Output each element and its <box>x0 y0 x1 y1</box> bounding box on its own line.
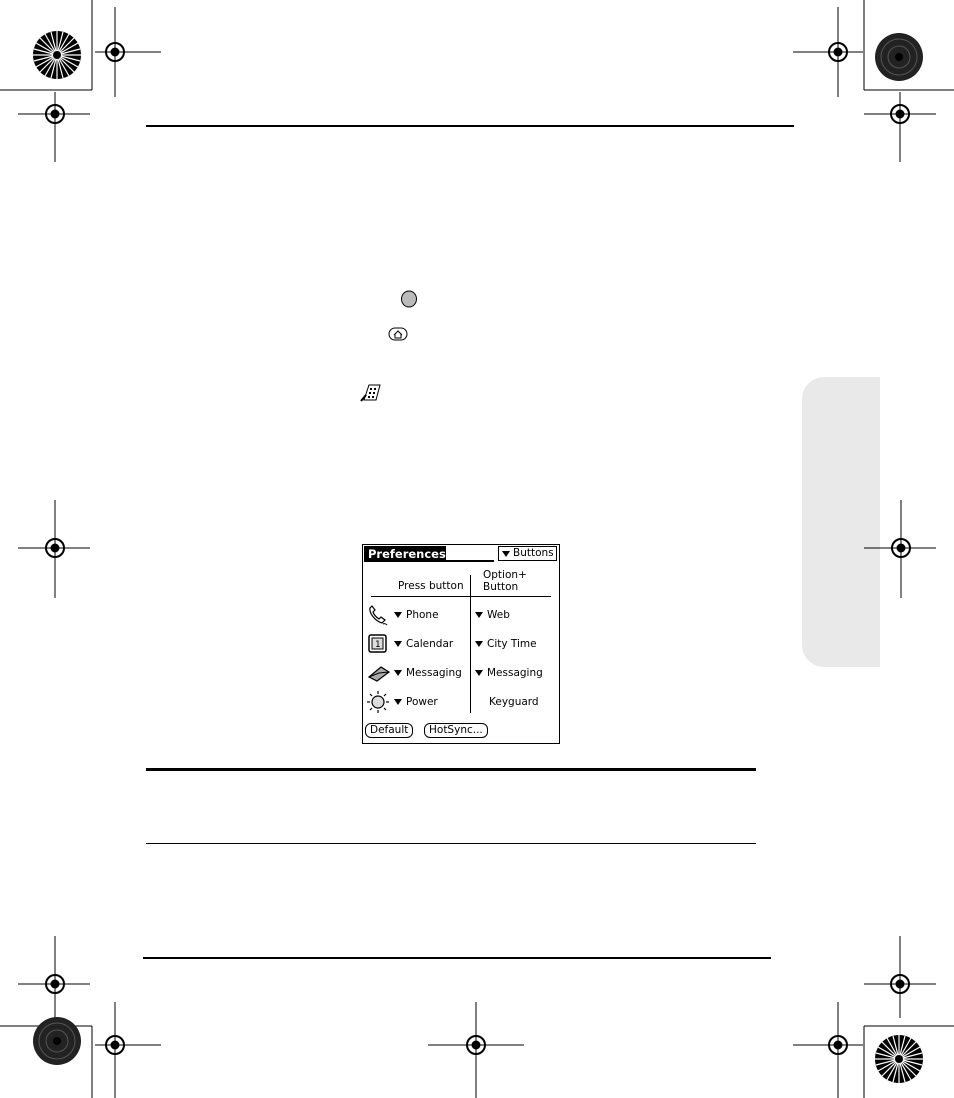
registration-sunburst-icon <box>32 30 82 80</box>
dropdown-triangle-icon <box>502 551 510 557</box>
press-dropdown-calendar[interactable] <box>394 638 453 650</box>
registration-crosshair-icon <box>793 7 863 97</box>
category-label: Buttons <box>513 547 554 559</box>
press-label: Messaging <box>406 667 462 679</box>
option-dropdown-web[interactable] <box>475 609 510 621</box>
registration-crosshair-icon <box>864 936 936 1018</box>
option-label: Web <box>487 609 510 621</box>
option-dropdown-messaging[interactable] <box>475 667 543 679</box>
dropdown-triangle-icon <box>394 641 402 647</box>
option-label-keyguard: Keyguard <box>489 696 539 708</box>
preferences-screen <box>362 544 560 744</box>
press-dropdown-power[interactable] <box>394 696 438 708</box>
hotsync-button[interactable]: HotSync... <box>424 723 488 738</box>
option-label: City Time <box>487 638 537 650</box>
registration-crosshair-icon <box>95 1002 161 1098</box>
home-icon <box>388 326 408 342</box>
option-dropdown-city-time[interactable] <box>475 638 537 650</box>
header-divider <box>371 596 551 597</box>
option-label: Messaging <box>487 667 543 679</box>
option-header-line1: Option+ <box>483 569 527 581</box>
default-button[interactable]: Default <box>365 723 413 738</box>
phone-icon <box>367 605 389 627</box>
registration-disc-icon <box>874 32 924 82</box>
calendar-icon <box>367 633 389 655</box>
dropdown-triangle-icon <box>475 670 483 676</box>
press-header: Press button <box>398 580 464 592</box>
prefs-app-icon <box>360 383 382 403</box>
preferences-title: Preferences <box>364 546 446 562</box>
registration-crosshair-icon <box>18 936 90 1018</box>
power-icon <box>366 690 390 714</box>
dropdown-triangle-icon <box>475 612 483 618</box>
svg-text:1: 1 <box>375 640 381 650</box>
press-label: Phone <box>406 609 439 621</box>
registration-crosshair-icon <box>18 500 90 598</box>
registration-crosshair-icon <box>95 7 161 97</box>
registration-sunburst-icon <box>874 1034 924 1084</box>
dropdown-triangle-icon <box>394 699 402 705</box>
registration-crosshair-icon <box>428 1002 524 1098</box>
registration-crosshair-icon <box>793 1002 863 1098</box>
dropdown-triangle-icon <box>394 670 402 676</box>
preferences-title-bar <box>364 546 494 562</box>
press-dropdown-phone[interactable] <box>394 609 439 621</box>
dropdown-triangle-icon <box>394 612 402 618</box>
option-key-icon <box>400 290 418 308</box>
registration-disc-icon <box>32 1016 82 1066</box>
registration-crosshair-icon <box>18 92 90 162</box>
messaging-icon <box>367 665 391 683</box>
title-underline <box>446 546 494 562</box>
option-header-line2: Button <box>483 581 519 593</box>
press-label: Power <box>406 696 438 708</box>
press-dropdown-messaging[interactable] <box>394 667 462 679</box>
column-divider <box>470 575 471 713</box>
press-label: Calendar <box>406 638 454 650</box>
category-dropdown[interactable] <box>498 546 557 561</box>
dropdown-triangle-icon <box>475 641 483 647</box>
registration-crosshair-icon <box>864 92 936 162</box>
registration-crosshair-icon <box>864 500 936 598</box>
